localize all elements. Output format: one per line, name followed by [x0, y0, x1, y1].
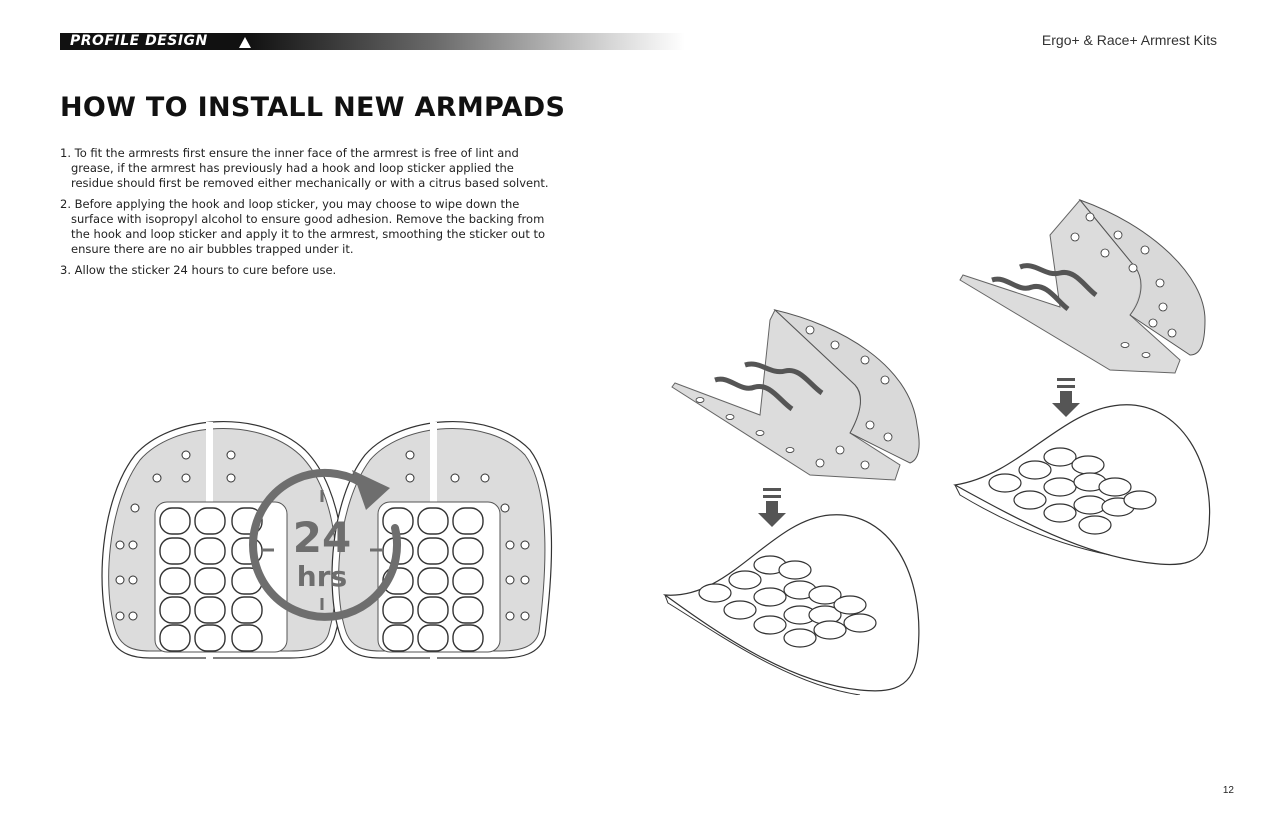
- hook-loop-sticker: [672, 310, 919, 480]
- down-arrow-icon: [1052, 378, 1080, 417]
- instruction-step-1: 1. To fit the armrests first ensure the inner face of the armrest is free of lint and grease, if the armrest has previously had a hook and loop sticker applied the residue should first be removed either mechanically or with a citrus based solvent.: [60, 146, 549, 190]
- hook-loop-sticker: [960, 200, 1205, 373]
- cure-hours-unit: hrs: [296, 560, 348, 593]
- instruction-step-2: 2. Before applying the hook and loop sticker, you may choose to wipe down the surface with isopropyl alcohol to ensure good adhesion. Remove the backing from the hook and loop sticker and apply it to the armrest, smoothing the sticker out to ensure there are no air bubbles trapped under it.: [60, 197, 546, 256]
- document-title: Ergo+ & Race+ Armrest Kits: [1041, 32, 1217, 48]
- logo-triangle-icon: [239, 37, 251, 48]
- armpad-right: [332, 422, 551, 662]
- armrest-shell: [665, 515, 919, 695]
- instruction-step-3: 3. Allow the sticker 24 hours to cure before use.: [60, 263, 337, 277]
- down-arrow-icon: [758, 488, 786, 527]
- brand-logo: PROFILE DESIGN: [70, 33, 208, 49]
- armpads-cure-illustration: [90, 410, 560, 670]
- page-number: 12: [1222, 785, 1234, 796]
- armrest-exploded-view-1: [660, 305, 930, 695]
- armrest-shell: [955, 405, 1210, 565]
- page-title: HOW TO INSTALL NEW ARMPADS: [60, 92, 566, 123]
- armrest-exploded-view-2: [950, 195, 1220, 570]
- instruction-list: [60, 146, 550, 284]
- cure-hours-number: 24: [292, 513, 352, 562]
